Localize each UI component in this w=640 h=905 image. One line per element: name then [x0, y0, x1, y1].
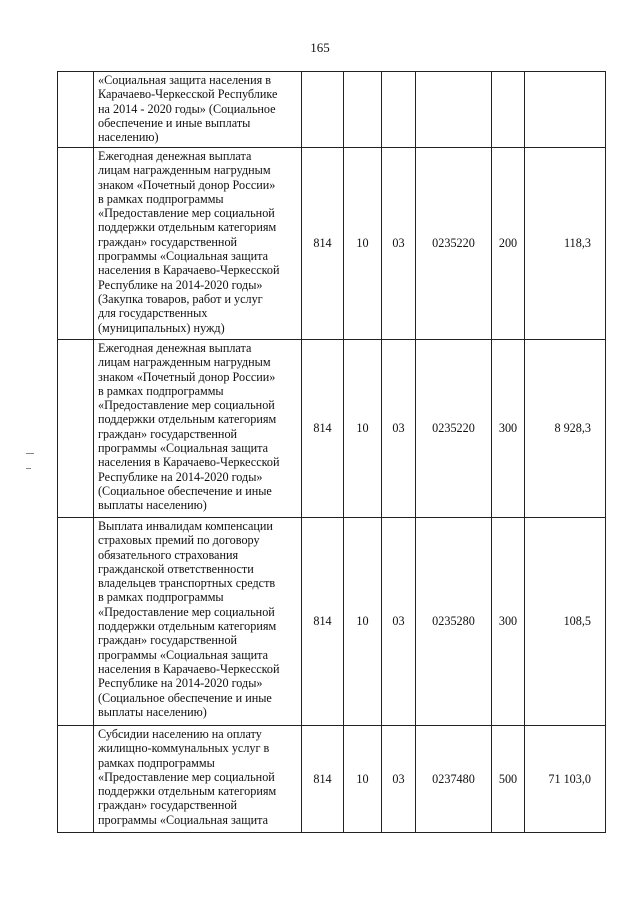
description-cell — [94, 518, 302, 726]
blank-cell — [58, 726, 94, 833]
expense-type-code-cell: 300 — [492, 518, 525, 726]
subsection-code-cell: 03 — [382, 148, 416, 340]
target-item-code-cell: 0235220 — [416, 340, 492, 518]
ministry-code-cell: 814 — [302, 726, 344, 833]
amount-cell — [525, 72, 606, 148]
description-line: населению) — [98, 130, 159, 145]
section-code-cell: 10 — [344, 518, 382, 726]
description-line: Карачаево-Черкесской Республике — [98, 87, 278, 102]
description-line: в рамках подпрограммы — [98, 383, 224, 398]
subsection-code-cell: 03 — [382, 518, 416, 726]
description-line: поддержки отдельным категориям — [98, 619, 277, 634]
blank-cell — [58, 340, 94, 518]
description-line: рамках подпрограммы — [98, 755, 215, 770]
blank-cell — [58, 72, 94, 148]
ministry-code-cell — [302, 72, 344, 148]
description-cell — [94, 148, 302, 340]
description-line: «Предоставление мер социальной — [98, 769, 275, 784]
description-line: Субсидии населению на оплату — [98, 727, 262, 741]
blank-cell — [58, 518, 94, 726]
description-line: обеспечение и иные выплаты — [98, 115, 251, 130]
description-line: лицам награжденным нагрудным — [98, 355, 271, 370]
description-line: программы «Социальная защита — [98, 441, 268, 456]
expense-type-code-cell: 300 — [492, 340, 525, 518]
margin-mark — [26, 453, 34, 454]
description-line: Республике на 2014-2020 годы» — [98, 469, 263, 484]
description-line: (Социальное обеспечение и иные — [98, 483, 272, 498]
description-line: граждан» государственной — [98, 633, 238, 648]
description-line: на 2014 - 2020 годы» (Социальное — [98, 101, 276, 116]
description-line: поддержки отдельным категориям — [98, 220, 277, 235]
description-line: (Социальное обеспечение и иные — [98, 690, 272, 705]
description-line: программы «Социальная защита — [98, 647, 268, 662]
section-code-cell — [344, 72, 382, 148]
table-row — [58, 148, 606, 340]
ministry-code-cell: 814 — [302, 518, 344, 726]
description-line: (Закупка товаров, работ и услуг — [98, 291, 263, 306]
description-line: Республике на 2014-2020 годы» — [98, 277, 263, 292]
description-line: граждан» государственной — [98, 234, 238, 249]
subsection-code-cell — [382, 72, 416, 148]
description-line: «Предоставление мер социальной — [98, 604, 275, 619]
description-line: поддержки отдельным категориям — [98, 784, 277, 799]
description-line: Ежегодная денежная выплата — [98, 149, 252, 163]
description-line: (муниципальных) нужд) — [98, 320, 225, 335]
amount-cell: 8 928,3 — [525, 340, 606, 518]
description-line: знаком «Почетный донор России» — [98, 369, 276, 384]
description-line: Ежегодная денежная выплата — [98, 341, 252, 355]
ministry-code-cell: 814 — [302, 340, 344, 518]
description-line: обязательного страхования — [98, 547, 239, 562]
description-line: жилищно-коммунальных услуг в — [98, 741, 270, 756]
description-line: лицам награжденным нагрудным — [98, 163, 271, 178]
target-item-code-cell: 0235220 — [416, 148, 492, 340]
expense-type-code-cell: 500 — [492, 726, 525, 833]
table-row — [58, 72, 606, 148]
description-line: «Предоставление мер социальной — [98, 398, 275, 413]
amount-cell: 108,5 — [525, 518, 606, 726]
description-cell — [94, 726, 302, 833]
expense-type-code-cell: 200 — [492, 148, 525, 340]
section-code-cell: 10 — [344, 148, 382, 340]
target-item-code-cell — [416, 72, 492, 148]
description-line: граждан» государственной — [98, 426, 238, 441]
budget-table — [57, 71, 606, 833]
description-line: программы «Социальная защита — [98, 249, 268, 264]
description-line: граждан» государственной — [98, 798, 238, 813]
description-line: населения в Карачаево-Черкесской — [98, 455, 280, 470]
target-item-code-cell: 0237480 — [416, 726, 492, 833]
description-cell — [94, 340, 302, 518]
table-row — [58, 340, 606, 518]
section-code-cell: 10 — [344, 340, 382, 518]
expense-type-code-cell — [492, 72, 525, 148]
description-line: владельцев транспортных средств — [98, 576, 276, 591]
description-line: выплаты населению) — [98, 704, 207, 719]
description-cell — [94, 72, 302, 148]
description-line: для государственных — [98, 306, 208, 321]
description-line: Республике на 2014-2020 годы» — [98, 676, 263, 691]
section-code-cell: 10 — [344, 726, 382, 833]
table-row — [58, 726, 606, 833]
description-line: гражданской ответственности — [98, 561, 254, 576]
description-line: страховых премий по договору — [98, 533, 260, 548]
ministry-code-cell: 814 — [302, 148, 344, 340]
page-number: 165 — [310, 40, 330, 55]
description-line: программы «Социальная защита — [98, 812, 268, 827]
description-line: в рамках подпрограммы — [98, 590, 224, 605]
amount-cell: 71 103,0 — [525, 726, 606, 833]
description-line: Выплата инвалидам компенсации — [98, 519, 273, 533]
amount-cell: 118,3 — [525, 148, 606, 340]
budget-table-body — [58, 72, 606, 833]
description-line: «Социальная защита населения в — [98, 73, 272, 87]
description-line: «Предоставление мер социальной — [98, 206, 275, 221]
margin-mark — [26, 468, 31, 469]
description-line: населения в Карачаево-Черкесской — [98, 263, 280, 278]
description-line: в рамках подпрограммы — [98, 191, 224, 206]
table-row — [58, 518, 606, 726]
description-line: населения в Карачаево-Черкесской — [98, 661, 280, 676]
blank-cell — [58, 148, 94, 340]
subsection-code-cell: 03 — [382, 726, 416, 833]
description-line: знаком «Почетный донор России» — [98, 177, 276, 192]
target-item-code-cell: 0235280 — [416, 518, 492, 726]
description-line: выплаты населению) — [98, 498, 207, 513]
description-line: поддержки отдельным категориям — [98, 412, 277, 427]
subsection-code-cell: 03 — [382, 340, 416, 518]
